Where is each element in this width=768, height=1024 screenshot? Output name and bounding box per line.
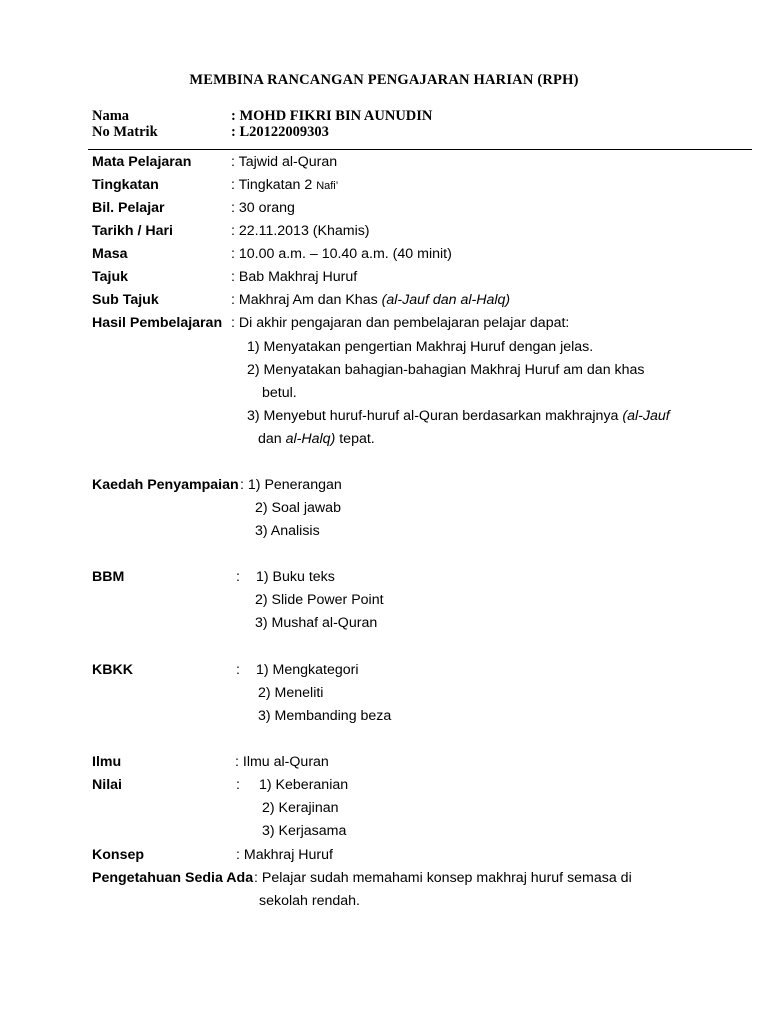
hasil-item-3-line-2-post: tepat. — [335, 431, 375, 447]
kbkk-item-3: 3) Membanding beza — [258, 708, 392, 724]
nilai-colon: : — [236, 777, 240, 793]
sub-tajuk-value-text: : Makhraj Am dan Khas — [231, 292, 382, 308]
document-title: MEMBINA RANCANGAN PENGAJARAN HARIAN (RPH) — [189, 72, 579, 88]
kaedah-label: Kaedah Penyampaian — [92, 477, 239, 493]
ilmu-label: Ilmu — [92, 754, 122, 770]
hasil-item-2-line-2: betul. — [262, 385, 297, 401]
tingkatan-class-name: Nafi’ — [316, 180, 339, 192]
sub-tajuk-label: Sub Tajuk — [92, 292, 159, 308]
tingkatan-value — [231, 177, 338, 195]
hasil-pembelajaran-value: : Di akhir pengajaran dan pembelajaran pelajar dapat: — [231, 315, 570, 331]
tingkatan-label: Tingkatan — [92, 177, 159, 193]
mata-pelajaran-value: : Tajwid al-Quran — [231, 154, 338, 170]
pengetahuan-value-line-1: : Pelajar sudah memahami konsep makhraj huruf semasa di — [254, 870, 632, 886]
header-divider — [88, 149, 752, 150]
mata-pelajaran-label: Mata Pelajaran — [92, 154, 192, 170]
kbkk-colon: : — [236, 662, 240, 678]
hasil-item-2-line-1: 2) Menyatakan bahagian-bahagian Makhraj Huruf am dan khas — [247, 362, 645, 378]
nilai-item-2: 2) Kerajinan — [262, 800, 339, 816]
hasil-item-3-text: 3) Menyebut huruf-huruf al-Quran berdasarkan makhrajnya — [247, 408, 623, 424]
hasil-item-3-line-2-italic: al-Halq) — [285, 431, 336, 447]
ilmu-value: : Ilmu al-Quran — [235, 754, 329, 770]
tarikh-hari-value: : 22.11.2013 (Khamis) — [231, 223, 370, 239]
bbm-item-1: 1) Buku teks — [256, 569, 335, 585]
name-value: : MOHD FIKRI BIN AUNUDIN — [231, 108, 433, 124]
kbkk-item-1: 1) Mengkategori — [256, 662, 359, 678]
nilai-item-1: 1) Keberanian — [259, 777, 349, 793]
hasil-item-3-line-2-pre: dan — [258, 431, 286, 447]
konsep-label: Konsep — [92, 847, 145, 863]
masa-label: Masa — [92, 246, 128, 262]
tajuk-label: Tajuk — [92, 269, 129, 285]
sub-tajuk-value-italic: (al-Jauf dan al-Halq) — [381, 292, 511, 308]
hasil-item-3-line-1 — [247, 408, 670, 425]
bil-pelajar-value: : 30 orang — [231, 200, 295, 216]
kbkk-label: KBKK — [92, 662, 133, 678]
sub-tajuk-value — [231, 292, 510, 309]
nilai-label: Nilai — [92, 777, 122, 793]
kaedah-item-1: : 1) Penerangan — [240, 477, 342, 493]
konsep-value: : Makhraj Huruf — [236, 847, 333, 863]
bbm-label: BBM — [92, 569, 125, 585]
bil-pelajar-label: Bil. Pelajar — [92, 200, 165, 216]
name-label: Nama — [92, 108, 130, 124]
kaedah-item-2: 2) Soal jawab — [255, 500, 341, 516]
pengetahuan-value-line-2: sekolah rendah. — [259, 893, 360, 909]
pengetahuan-label: Pengetahuan Sedia Ada — [92, 870, 254, 886]
tajuk-value: : Bab Makhraj Huruf — [231, 269, 358, 285]
matric-value: : L20122009303 — [231, 124, 329, 140]
matric-label: No Matrik — [92, 124, 158, 140]
hasil-item-3-italic: (al-Jauf — [622, 408, 670, 424]
tingkatan-value-text: : Tingkatan 2 — [231, 177, 317, 193]
bbm-colon: : — [236, 569, 240, 585]
hasil-item-1: 1) Menyatakan pengertian Makhraj Huruf dengan jelas. — [247, 339, 594, 355]
kbkk-item-2: 2) Meneliti — [258, 685, 324, 701]
hasil-pembelajaran-label: Hasil Pembelajaran — [92, 315, 223, 331]
kaedah-item-3: 3) Analisis — [255, 523, 320, 539]
nilai-item-3: 3) Kerjasama — [262, 823, 347, 839]
bbm-item-3: 3) Mushaf al-Quran — [255, 615, 378, 631]
hasil-item-3-line-2 — [258, 431, 375, 448]
tarikh-hari-label: Tarikh / Hari — [92, 223, 173, 239]
masa-value: : 10.00 a.m. – 10.40 a.m. (40 minit) — [231, 246, 452, 262]
bbm-item-2: 2) Slide Power Point — [255, 592, 384, 608]
